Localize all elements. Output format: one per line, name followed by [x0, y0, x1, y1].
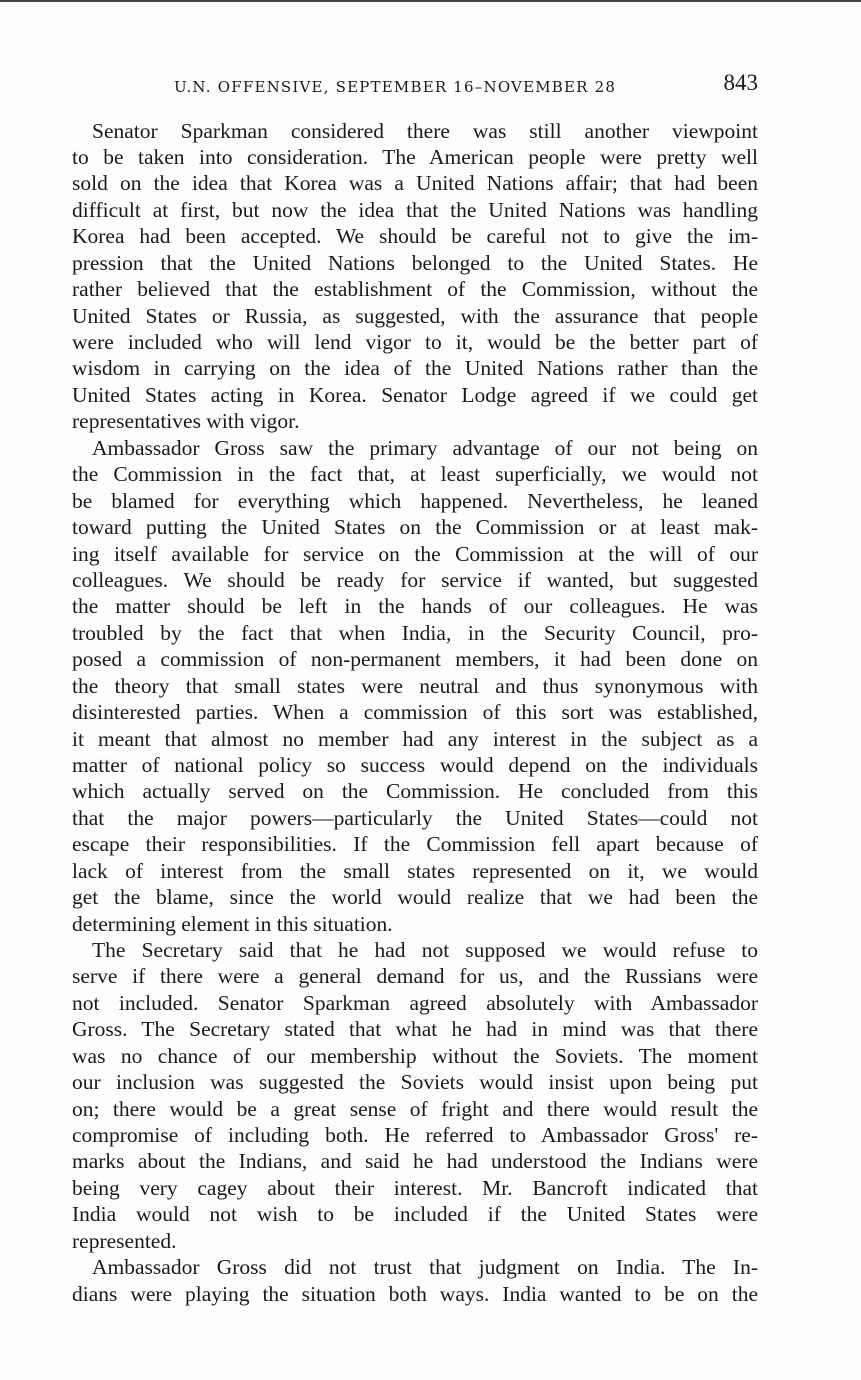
text-line: matter of national policy so success would depend on the individuals — [72, 753, 758, 777]
top-edge-rule — [0, 0, 861, 2]
text-line: The Secretary said that he had not supposed we would refuse to — [92, 938, 758, 962]
text-line: Ambassador Gross did not trust that judgment on India. The In- — [92, 1255, 758, 1279]
text-line: marks about the Indians, and said he had understood the Indians were — [72, 1149, 758, 1173]
text-line: being very cagey about their interest. Mr. Bancroft indicated that — [72, 1176, 758, 1200]
text-line: that the major powers—particularly the United States—could not — [72, 806, 758, 830]
text-line: Gross. The Secretary stated that what he had in mind was that there — [72, 1017, 758, 1041]
text-line: be blamed for everything which happened. Nevertheless, he leaned — [72, 489, 758, 513]
page-number: 843 — [723, 70, 758, 95]
text-line: was no chance of our membership without the Soviets. The moment — [72, 1044, 758, 1068]
text-line: to be taken into consideration. The American people were pretty well — [72, 145, 758, 169]
text-line: India would not wish to be included if the United States were — [72, 1202, 758, 1226]
text-line: the matter should be left in the hands of our colleagues. He was — [72, 594, 758, 618]
running-title: U.N. OFFENSIVE, SEPTEMBER 16–NOVEMBER 28 — [174, 78, 617, 96]
text-line: the theory that small states were neutral and thus synonymous with — [72, 674, 758, 698]
text-line: the Commission in the fact that, at least superficially, we would not — [72, 462, 758, 486]
text-line: represented. — [72, 1229, 177, 1253]
text-line: not included. Senator Sparkman agreed absolutely with Ambassador — [72, 991, 758, 1015]
text-line: serve if there were a general demand for us, and the Russians were — [72, 964, 758, 988]
text-line: wisdom in carrying on the idea of the United Nations rather than the — [72, 356, 758, 380]
text-line: compromise of including both. He referred to Ambassador Gross' re- — [72, 1123, 758, 1147]
text-line: posed a commission of non-permanent members, it had been done on — [72, 647, 758, 671]
text-line: were included who will lend vigor to it, would be the better part of — [72, 330, 758, 354]
text-line: our inclusion was suggested the Soviets would insist upon being put — [72, 1070, 758, 1094]
text-line: ing itself available for service on the Commission at the will of our — [72, 542, 758, 566]
text-line: determining element in this situation. — [72, 912, 393, 936]
text-line: representatives with vigor. — [72, 409, 300, 433]
running-head — [72, 70, 758, 104]
text-line: on; there would be a great sense of fright and there would result the — [72, 1097, 758, 1121]
text-line: it meant that almost no member had any interest in the subject as a — [72, 727, 758, 751]
text-line: troubled by the fact that when India, in the Security Council, pro- — [72, 621, 758, 645]
text-line: Korea had been accepted. We should be careful not to give the im- — [72, 224, 758, 248]
text-line: sold on the idea that Korea was a United Nations affair; that had been — [72, 171, 758, 195]
text-line: escape their responsibilities. If the Commission fell apart because of — [72, 832, 758, 856]
text-line: get the blame, since the world would realize that we had been the — [72, 885, 758, 909]
text-line: lack of interest from the small states represented on it, we would — [72, 859, 758, 883]
text-line: toward putting the United States on the Commission or at least mak- — [72, 515, 758, 539]
text-line: Senator Sparkman considered there was still another viewpoint — [92, 119, 758, 143]
text-line: colleagues. We should be ready for service if wanted, but suggested — [72, 568, 758, 592]
text-line: disinterested parties. When a commission of this sort was established, — [72, 700, 758, 724]
text-line: rather believed that the establishment of the Commission, without the — [72, 277, 758, 301]
text-line: pression that the United Nations belonged to the United States. He — [72, 251, 758, 275]
text-line: which actually served on the Commission. He concluded from this — [72, 779, 758, 803]
text-line: difficult at first, but now the idea that the United Nations was handling — [72, 198, 758, 222]
text-line: United States or Russia, as suggested, with the assurance that people — [72, 304, 758, 328]
text-line: dians were playing the situation both ways. India wanted to be on the — [72, 1282, 758, 1306]
text-line: Ambassador Gross saw the primary advantage of our not being on — [92, 436, 758, 460]
text-line: United States acting in Korea. Senator Lodge agreed if we could get — [72, 383, 758, 407]
